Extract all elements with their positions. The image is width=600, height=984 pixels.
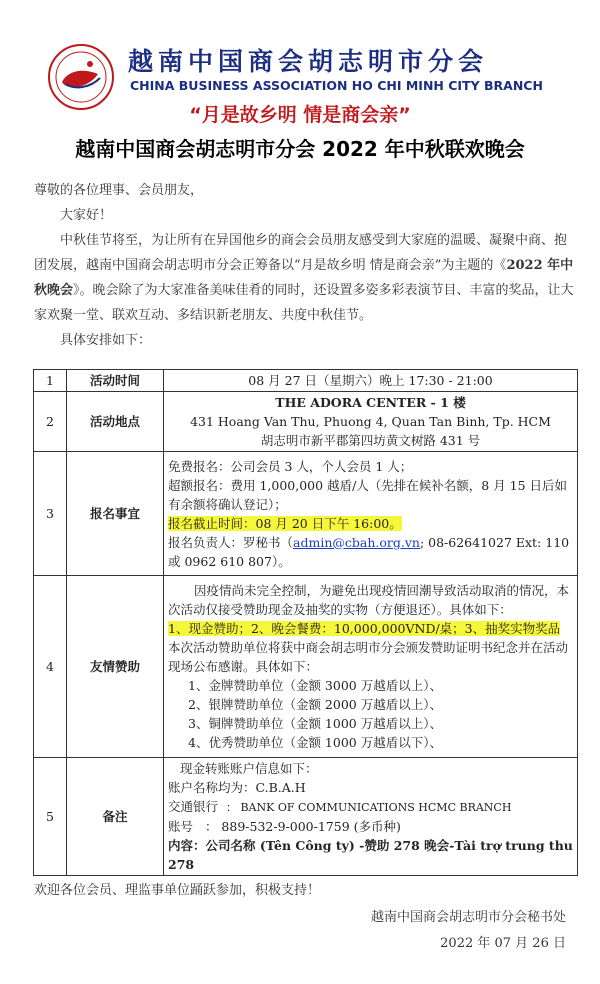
- row-label: 备注: [67, 758, 164, 876]
- bank-label: 交通银行: [168, 799, 219, 814]
- sponsorship-items: 1、现金赞助；2、晚会餐费：10,000,000VND/桌；3、抽奖实物奖品: [168, 621, 561, 636]
- extra-registration: 超额报名：费用 1,000,000 越盾/人（先排在候补名额，8 月 15 日后如有余额将确认登记）；: [168, 477, 568, 512]
- row-label: 报名事宜: [67, 452, 164, 576]
- registration-deadline: 报名截止时间：08 月 20 日下午 16:00。: [168, 515, 402, 531]
- row-number: 4: [34, 576, 67, 758]
- venue-address-en: 431 Hoang Van Thu, Phuong 4, Quan Tan Binh, Tp. HCM: [190, 414, 551, 429]
- slogan: “月是故乡明 情是商会亲”: [189, 104, 411, 126]
- sponsorship-thanks: 本次活动赞助单位将获中商会胡志明市分会颁发赞助证明书纪念并在活动现场公布感谢。具体如下：: [168, 640, 569, 674]
- issue-date: 2022 年 07 月 26 日: [440, 936, 566, 951]
- table-row: [34, 392, 578, 452]
- registration-cell: [164, 452, 578, 576]
- greeting: 尊敬的各位理事、会员朋友，: [34, 183, 204, 198]
- sponsor-tier: 3、铜牌赞助单位（金额 1000 万越盾以上）、: [188, 716, 442, 731]
- welcome-text: 欢迎各位会员、理监事单位踊跃参加，积极支持！: [34, 883, 321, 898]
- notes-cell: [164, 758, 578, 876]
- page-title: 越南中国商会胡志明市分会 2022 年中秋联欢晚会: [75, 137, 525, 161]
- intro-paragraph: [34, 228, 574, 328]
- sponsor-tier: 4、优秀赞助单位（金额 1000 万越盾以下）、: [188, 735, 442, 750]
- row-label: 活动时间: [67, 370, 164, 392]
- table-row: [34, 758, 578, 876]
- arrangement-label: 具体安排如下：: [60, 333, 152, 348]
- bank-name: ： BANK OF COMMUNICATIONS HCMC BRANCH: [225, 801, 512, 814]
- free-registration: 免费报名：公司会员 3 人，个人会员 1 人；: [168, 458, 413, 474]
- event-time: 08 月 27 日（星期六）晚上 17:30 - 21:00: [164, 370, 578, 392]
- row-number: 2: [34, 392, 67, 452]
- letterhead: [0, 30, 600, 100]
- registration-contact: [168, 533, 573, 571]
- transfer-info: 现金转账账户信息如下：: [180, 761, 318, 776]
- row-label: 活动地点: [67, 392, 164, 452]
- intro-part-a: 中秋佳节将至，为让所有在异国他乡的商会会员朋友感受到大家庭的温暖、凝聚中商、抱团发展，越南中国商会胡志明市分会正筹备以“月是故乡明 情是商会亲”为主题的《: [34, 233, 568, 273]
- venue-name: THE ADORA CENTER - 1 楼: [275, 395, 466, 410]
- table-row: [34, 576, 578, 758]
- account-number: ： 889-532-9-000-1759 (多币种): [204, 819, 401, 834]
- row-label: 友情赞助: [67, 576, 164, 758]
- signature: 越南中国商会胡志明市分会秘书处: [370, 910, 566, 925]
- row-number: 5: [34, 758, 67, 876]
- sponsorship-cell: [164, 576, 578, 758]
- table-row: [34, 370, 578, 392]
- sponsor-tier: 1、金牌赞助单位（金额 3000 万越盾以上）、: [188, 678, 442, 693]
- contact-email-link[interactable]: admin@cbah.org.vn: [293, 534, 420, 550]
- event-name: 2022 年中秋晚会: [34, 258, 574, 298]
- org-name-cn: 越南中国商会胡志明市分会: [128, 47, 489, 76]
- contact-prefix: 报名负责人：罗秘书（: [168, 534, 294, 550]
- org-name-en: CHINA BUSINESS ASSOCIATION HO CHI MINH CITY BRANCH: [130, 78, 543, 93]
- venue-cell: [164, 392, 578, 452]
- schedule-table: [33, 369, 578, 876]
- table-row: [34, 452, 578, 576]
- contact-phone: ; 08-62641027 Ext: 110 或 0962 610 807）。: [168, 534, 570, 569]
- hello: 大家好！: [60, 208, 113, 223]
- sponsor-tier: 2、银牌赞助单位（金额 2000 万越盾以上）、: [188, 697, 442, 712]
- intro-part-b: 》。晚会除了为大家准备美味佳肴的同时，还设置多姿多彩表演节目、丰富的奖品，让大家欢聚一堂、联欢互动、多结识新老朋友、共度中秋佳节。: [34, 283, 574, 323]
- bank-line: [168, 797, 573, 817]
- account-name: 账户名称均为：C.B.A.H: [168, 780, 306, 795]
- transfer-content: 内容：公司名称 (Tên Công ty) -赞助 278 晚会-Tài trợ trung thu 278: [168, 838, 573, 872]
- account-label: 账号: [168, 819, 194, 834]
- row-number: 1: [34, 370, 67, 392]
- sponsorship-intro: 因疫情尚未完全控制，为避免出现疫情回潮导致活动取消的情况，本次活动仅接受赞助现金及抽奖的实物（方便退还）。具体如下：: [168, 583, 570, 617]
- row-number: 3: [34, 452, 67, 576]
- venue-address-cn: 胡志明市新平郡第四坊黄文树路 431 号: [260, 433, 481, 448]
- intro-text: [34, 178, 574, 353]
- account-line: [168, 817, 573, 836]
